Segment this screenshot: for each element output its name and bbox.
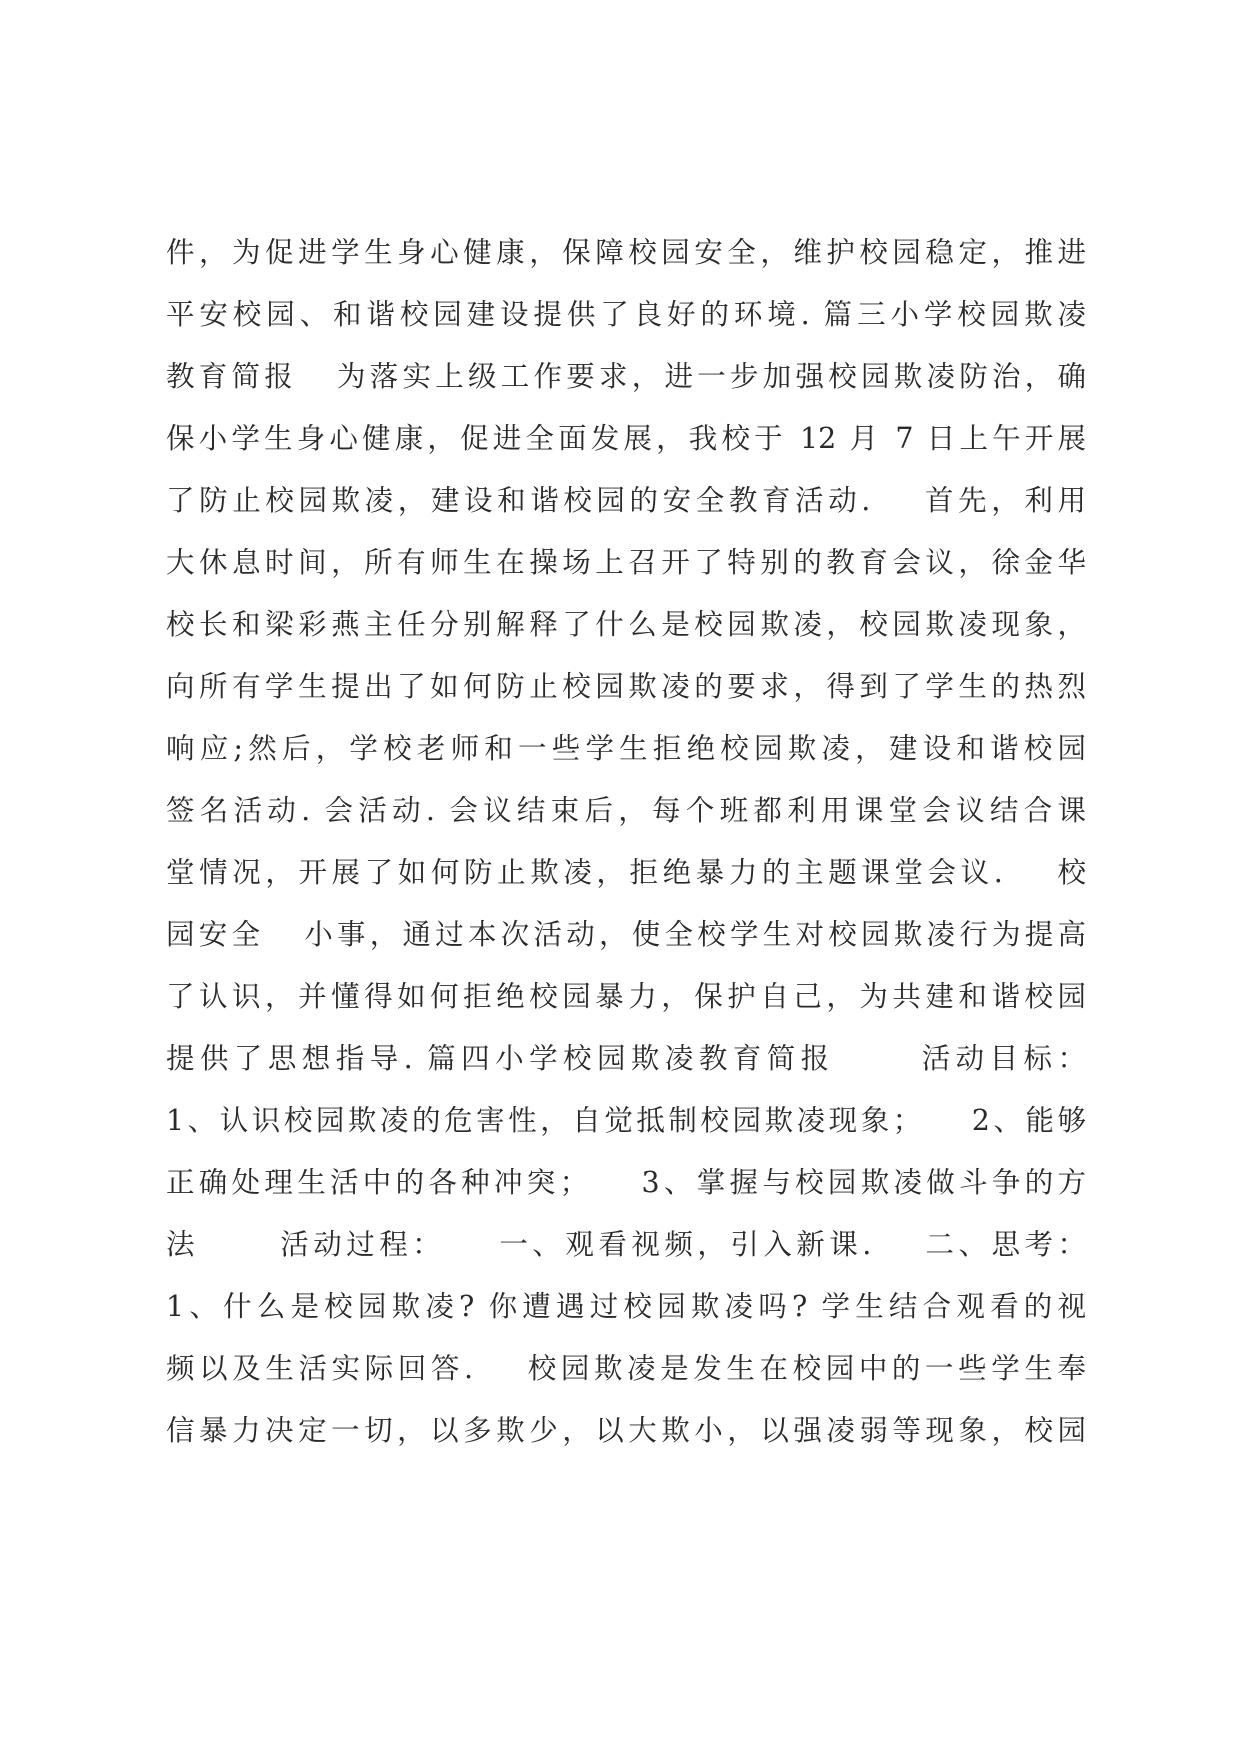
text-line: 了认识，并懂得如何拒绝校园暴力，保护自己，为共建和谐校园 [166, 980, 1086, 1013]
text-line: 频以及生活实际回答. 校园欺凌是发生在校园中的一些学生奉 [166, 1352, 1086, 1385]
text-line: 法 活动过程： 一、观看视频，引入新课. 二、思考： [166, 1228, 1086, 1261]
text-line: 平安校园、和谐校园建设提供了良好的环境. 篇三小学校园欺凌 [166, 298, 1086, 331]
text-line: 正确处理生活中的各种冲突； 3、掌握与校园欺凌做斗争的方 [166, 1166, 1086, 1199]
text-line: 件，为促进学生身心健康，保障校园安全，维护校园稳定，推进 [166, 236, 1086, 269]
text-line: 了防止校园欺凌，建设和谐校园的安全教育活动. 首先，利用 [166, 484, 1086, 517]
text-line: 校长和梁彩燕主任分别解释了什么是校园欺凌，校园欺凌现象， [166, 608, 1086, 641]
text-line: 园安全 小事，通过本次活动，使全校学生对校园欺凌行为提高 [166, 918, 1086, 951]
text-line: 堂情况，开展了如何防止欺凌，拒绝暴力的主题课堂会议. 校 [166, 856, 1086, 889]
text-line: 信暴力决定一切，以多欺少，以大欺小，以强凌弱等现象，校园 [166, 1414, 1086, 1447]
text-line: 教育简报 为落实上级工作要求，进一步加强校园欺凌防治，确 [166, 360, 1086, 393]
text-line: 保小学生身心健康，促进全面发展，我校于 12 月 7 日上午开展 [166, 422, 1086, 455]
body-text [166, 222, 1086, 1462]
text-line: 签名活动. 会活动. 会议结束后，每个班都利用课堂会议结合课 [166, 794, 1086, 827]
text-line: 1、什么是校园欺凌? 你遭遇过校园欺凌吗? 学生结合观看的视 [166, 1290, 1086, 1323]
text-line: 大休息时间，所有师生在操场上召开了特别的教育会议，徐金华 [166, 546, 1086, 579]
text-line: 响应;然后，学校老师和一些学生拒绝校园欺凌，建设和谐校园 [166, 732, 1086, 765]
text-line: 提供了思想指导. 篇四小学校园欺凌教育简报 活动目标： [166, 1042, 1086, 1075]
text-line: 1、认识校园欺凌的危害性，自觉抵制校园欺凌现象； 2、能够 [166, 1104, 1086, 1137]
text-line: 向所有学生提出了如何防止校园欺凌的要求，得到了学生的热烈 [166, 670, 1086, 703]
